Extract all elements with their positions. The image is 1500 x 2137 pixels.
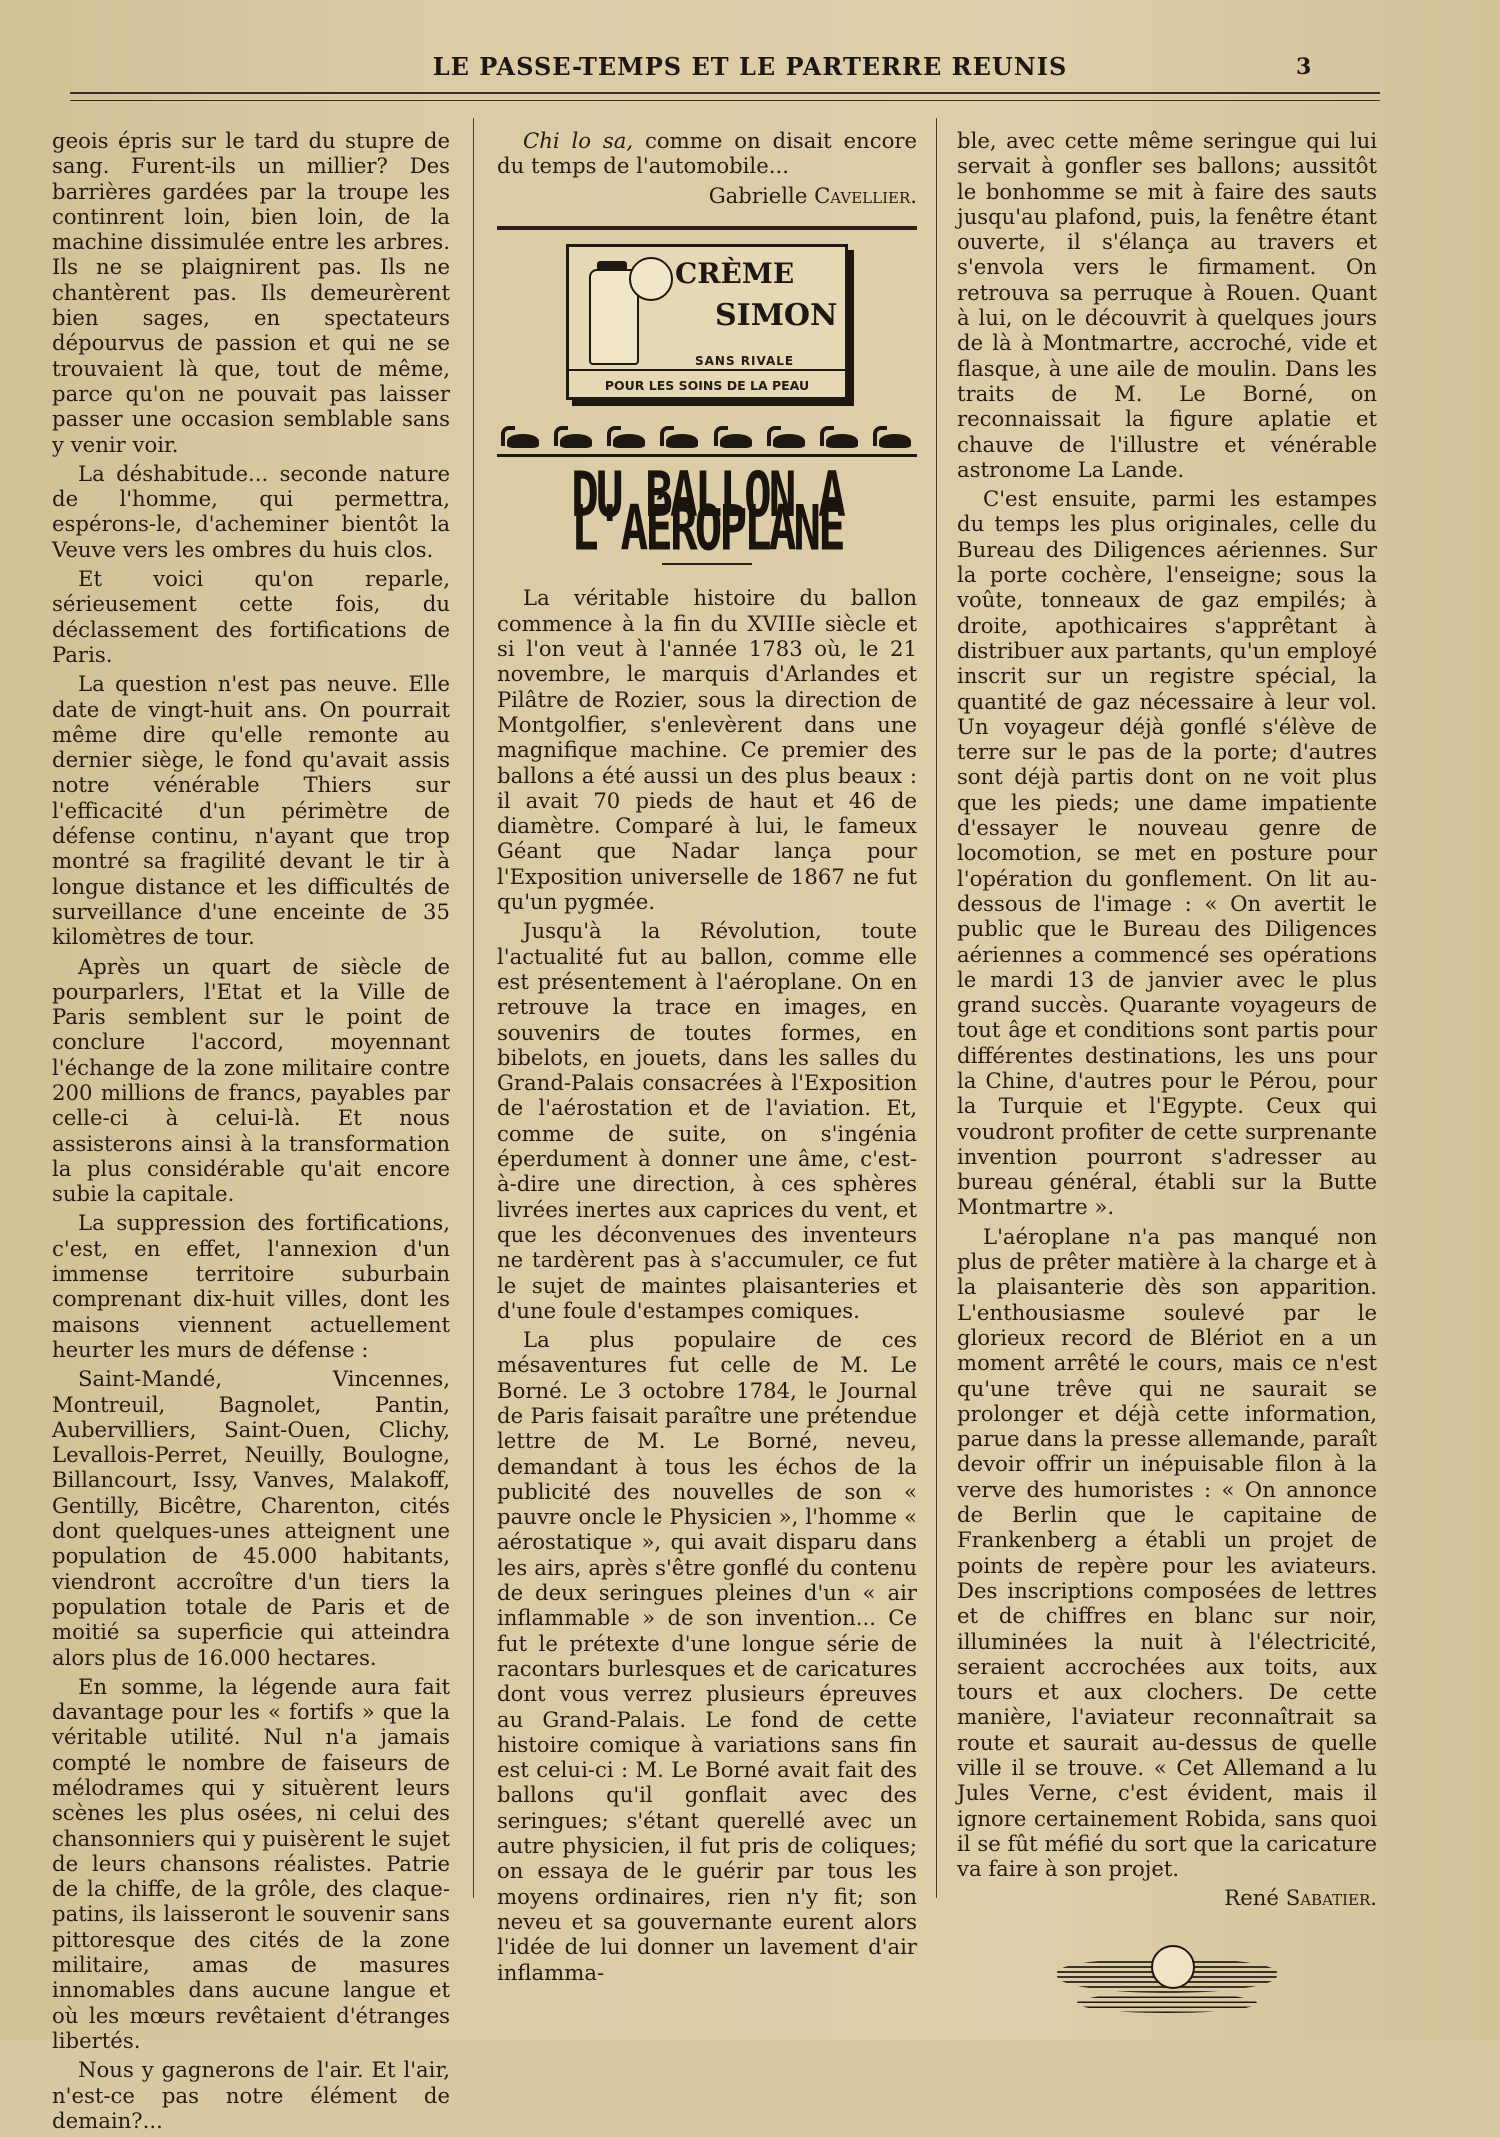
col2-paragraph: La plus populaire de ces mésaventures fut celle de M. Le Borné. Le 3 octobre 1784, le Journal de Paris faisait paraître une prétendue lettre de M. Le Borné, neveu, demandant à tous les échos de la publicité des nouvelles de son « pauvre oncle le Physicien », l'homme « aérostatique », qui avait disparu dans les airs, après s'être gonflé du contenu de deux seringues pleines d'un « air inflammable » de son invention... Ce fut le prétexte d'une longue série de racontars burlesques et de caricatures dont vous verrez plusieurs épreuves au Grand-Palais. Le fond de cette histoire comique à variations sans fin est celui-ci : M. Le Borné avait fait des ballons qu'il gonflait avec des seringues; s'étant querellé avec un autre physicien, il fut pris de coliques; on essaya de le guérir par tous les moyens ordinaires, rien n'y fit; son neveu et sa gouvernante eurent alors l'idée de lui donner un lavement d'air inflamma- [497, 1327, 917, 1985]
sunset-vignette-icon [1047, 1941, 1287, 2021]
col3-paragraph: L'aéroplane n'a pas manqué non plus de prêter matière à la charge et à la plaisanterie dès son apparition. L'enthousiasme soulevé par le glorieux record de Blériot en a un moment arrêté le cours, mais ce n'est qu'une trêve qui ne saurait se prolonger et déjà cette information, parue dans la presse allemande, paraît devoir offrir un inépuisable filon à la verve des humoristes : « On annonce de Berlin que le capitaine de Frankenberg a établi un projet de points de repère pour les aviateurs. Des inscriptions composées de lettres et de chiffres en blanc sur noir, illuminées la nuit à l'électricité, seraient accrochées aux toits, aux tours et aux clochers. De cette manière, l'aviateur reconnaîtrait sa route et saurait au-dessus de quelle ville il se trouve. « Cet Allemand a lu Jules Verne, c'est évident, mais il ignore certainement Robida, sans quoi il se fût méfié du sort que la caricature va faire à son projet. [957, 1223, 1377, 1882]
swan-ornament-base [497, 454, 917, 457]
closing-quote [497, 128, 917, 179]
col3-paragraph: ble, avec cette même seringue qui lui servait à gonfler ses ballons; aussitôt le bonhomme se mit à faire des sauts jusqu'au plafond, puis, la fenêtre étant ouverte, il s'élança au travers et s'envola vers le firmament. On retrouva sa perruque à Rouen. Quant à lui, on le découvrit à quelques jours de là à Montmartre, accroché, vide et flasque, à une aile de moulin. Dans les traits de M. Le Borné, on reconnaissait la figure aplatie et chauve de l'illustre et vénérable astronome La Lande. [957, 128, 1377, 482]
column-2 [497, 128, 917, 1989]
column-rule-right [936, 118, 937, 1898]
swan-icon [552, 426, 596, 448]
signature-first-name: Gabrielle [708, 182, 815, 208]
closing-quote-italic: Chi lo sa, [523, 128, 634, 153]
swan-ornament [499, 426, 915, 448]
ad-brand-line2: SIMON [715, 297, 838, 333]
signature-cavellier [497, 183, 917, 208]
col2-paragraph: La véritable histoire du ballon commence à la fin du XVIIIe siècle et si l'on veut à l'année 1783 où, le 21 novembre, le marquis d'Arlandes et Pilâtre de Rozier, sous la direction de Montgolfier, s'enlevèrent dans une magnifique machine. Ce premier des ballons a été aussi un des plus beaux : il avait 70 pieds de haut et 46 de diamètre. Comparé à lui, le fameux Géant que Nadar lança pour l'Exposition universelle de 1867 ne fut qu'un pygmée. [497, 585, 917, 915]
swan-icon [658, 426, 702, 448]
signature-first-name: René [1224, 1885, 1286, 1911]
col1-paragraph: Saint-Mandé, Vincennes, Montreuil, Bagnolet, Pantin, Aubervilliers, Saint-Ouen, Clichy, Levallois-Perret, Neuilly, Boulogne, Billancourt, Issy, Vanves, Malakoff, Gentilly, Bicêtre, Charenton, cités dont quelques-unes atteignent une population de 45.000 habitants, viendront accroître d'un tiers la population totale de Paris et de moitié sa superficie qui atteindra alors plus de 16.000 hectares. [52, 1366, 450, 1670]
article-title: DU BALLON A L'AÉROPLANE [571, 457, 843, 565]
col1-paragraph: Après un quart de siècle de pourparlers, l'Etat et la Ville de Paris semblent sur le point de conclure l'accord, moyennant l'échange de la zone militaire contre 200 millions de francs, payables par celle-ci à celui-là. Et nous assisterons ainsi à la transformation la plus considérable qu'ait encore subie la capitale. [52, 953, 450, 1207]
sun-icon [1151, 1945, 1195, 1989]
col2-paragraph: Jusqu'à la Révolution, toute l'actualité fut au ballon, comme elle est présentement à l'aéroplane. On en retrouve la trace en images, en souvenirs de toutes formes, en bibelots, en jouets, dans les salles du Grand-Palais consacrées à l'Exposition de l'aérostation et de l'aviation. Et, comme de suite, on s'ingénia éperdument à donner une âme, c'est-à-dire une direction, à ces sphères livrées inertes aux caprices du vent, et que les déconvenues des inventeurs ne tardèrent pas à s'accumuler, ce fut le sujet de maintes plaisanteries et d'une foule d'estampes comiques. [497, 918, 917, 1323]
signature-last-name: Cavellier. [814, 182, 917, 208]
col1-paragraph: En somme, la légende aura fait davantage pour les « fortifs » que la véritable utilité. Nul n'a jamais compté le nombre de faiseurs de mélodrames qui y situèrent leurs scènes les plus osées, ni celui des chansonniers qui y puisèrent le sujet de leurs chansons réalistes. Patrie de la chiffe, de la grôle, des claque-patins, ils laisseront le souvenir sans pittoresque des cités de la zone militaire, amas de masures innomables dans aucune langue et où les mœurs revêtaient d'étranges libertés. [52, 1673, 450, 2053]
header-rule-bottom [70, 100, 1380, 101]
section-separator [497, 226, 917, 230]
creme-simon-advertisement [566, 244, 848, 400]
water-icon [1077, 1993, 1257, 2013]
col1-paragraph: La suppression des fortifications, c'est, en effet, l'annexion d'un immense territoire suburbain comprenant dix-huit villes, dont les maisons viennent actuellement heurter les murs de défense : [52, 1210, 450, 1362]
swan-icon [605, 426, 649, 448]
header-rule-top [70, 92, 1380, 94]
running-title: LE PASSE-TEMPS ET LE PARTERRE REUNIS [432, 52, 1068, 81]
ad-tagline2: POUR LES SOINS DE LA PEAU [569, 369, 845, 398]
column-1 [52, 128, 450, 2137]
signature-last-name: Sabatier. [1285, 1885, 1377, 1911]
closing-quote-rest: comme on disait encore du temps de l'automobile... [497, 128, 917, 179]
swan-icon [818, 426, 862, 448]
column-rule-left [473, 118, 474, 1898]
signature-sabatier [957, 1885, 1377, 1910]
col1-paragraph: La déshabitude... seconde nature de l'homme, qui permettra, espérons-le, d'acheminer bientôt la Veuve vers les ombres du huis clos. [52, 460, 450, 562]
swan-icon [871, 426, 915, 448]
ad-tagline1: SANS RIVALE [695, 353, 795, 368]
ad-brand-line1: CRÈME [675, 256, 795, 290]
col3-paragraph: C'est ensuite, parmi les estampes du temps les plus originales, celle du Bureau des Diligences aériennes. Sur la porte cochère, l'enseigne; sous la voûte, tonneaux de gaz empilés; à droite, apothicaires s'apprêtant à distribuer aux partants, qu'un employé inscrit sur un registre spécial, la quantité de gaz nécessaire à leur vol. Un voyageur déjà gonflé s'élève de terre sur le pas de la porte; d'autres sont déjà partis dont on ne voit plus que les pieds; une dame impatiente d'essayer le nouveau genre de locomotion, se met en posture pour l'opération du gonflement. On lit au-dessous de l'image : « On avertit le public que le Bureau des Diligences aériennes a commencé ses opérations le mardi 13 de janvier avec le plus grand succès. Quarante voyageurs de tout âge et conditions sont partis pour différentes destinations, les uns pour la Chine, d'autres pour le Pérou, pour la Turquie et l'Egypte. Ceux qui voudront profiter de cette surprenante invention pourront s'adresser au bureau général, établi sur la Butte Montmartre ». [957, 486, 1377, 1220]
column-3 [957, 128, 1377, 2021]
col1-paragraph: geois épris sur le tard du stupre de sang. Furent-ils un millier? Des barrières gardées par la troupe les continrent loin, bien loin, de la machine dissimulée entre les arbres. Ils ne se plaignirent pas. Ils ne chantèrent pas. Ils demeurèrent bien sages, en spectateurs dépourvus de passion et qui ne se trouvaient là que, tout de même, parce qu'on ne pouvait pas laisser passer une occasion semblable sans y venir voir. [52, 128, 450, 457]
col1-paragraph: Nous y gagnerons de l'air. Et l'air, n'est-ce pas notre élément de demain?... [52, 2057, 450, 2133]
swan-icon [765, 426, 809, 448]
cherub-icon [629, 257, 673, 301]
swan-icon [712, 426, 756, 448]
col1-paragraph: La question n'est pas neuve. Elle date de vingt-huit ans. On pourrait même dire qu'elle remonte au dernier siège, le fond qu'avait assis notre vénérable Thiers sur l'efficacité d'un périmètre de défense continu, n'ayant que trop montré sa fragilité devant le tir à longue distance et les difficultés de surveillance d'une enceinte de 35 kilomètres de tour. [52, 671, 450, 950]
page-number: 3 [1296, 54, 1312, 80]
swan-icon [499, 426, 543, 448]
col1-paragraph: Et voici qu'on reparle, sérieusement cette fois, du déclassement des fortifications de Paris. [52, 566, 450, 667]
